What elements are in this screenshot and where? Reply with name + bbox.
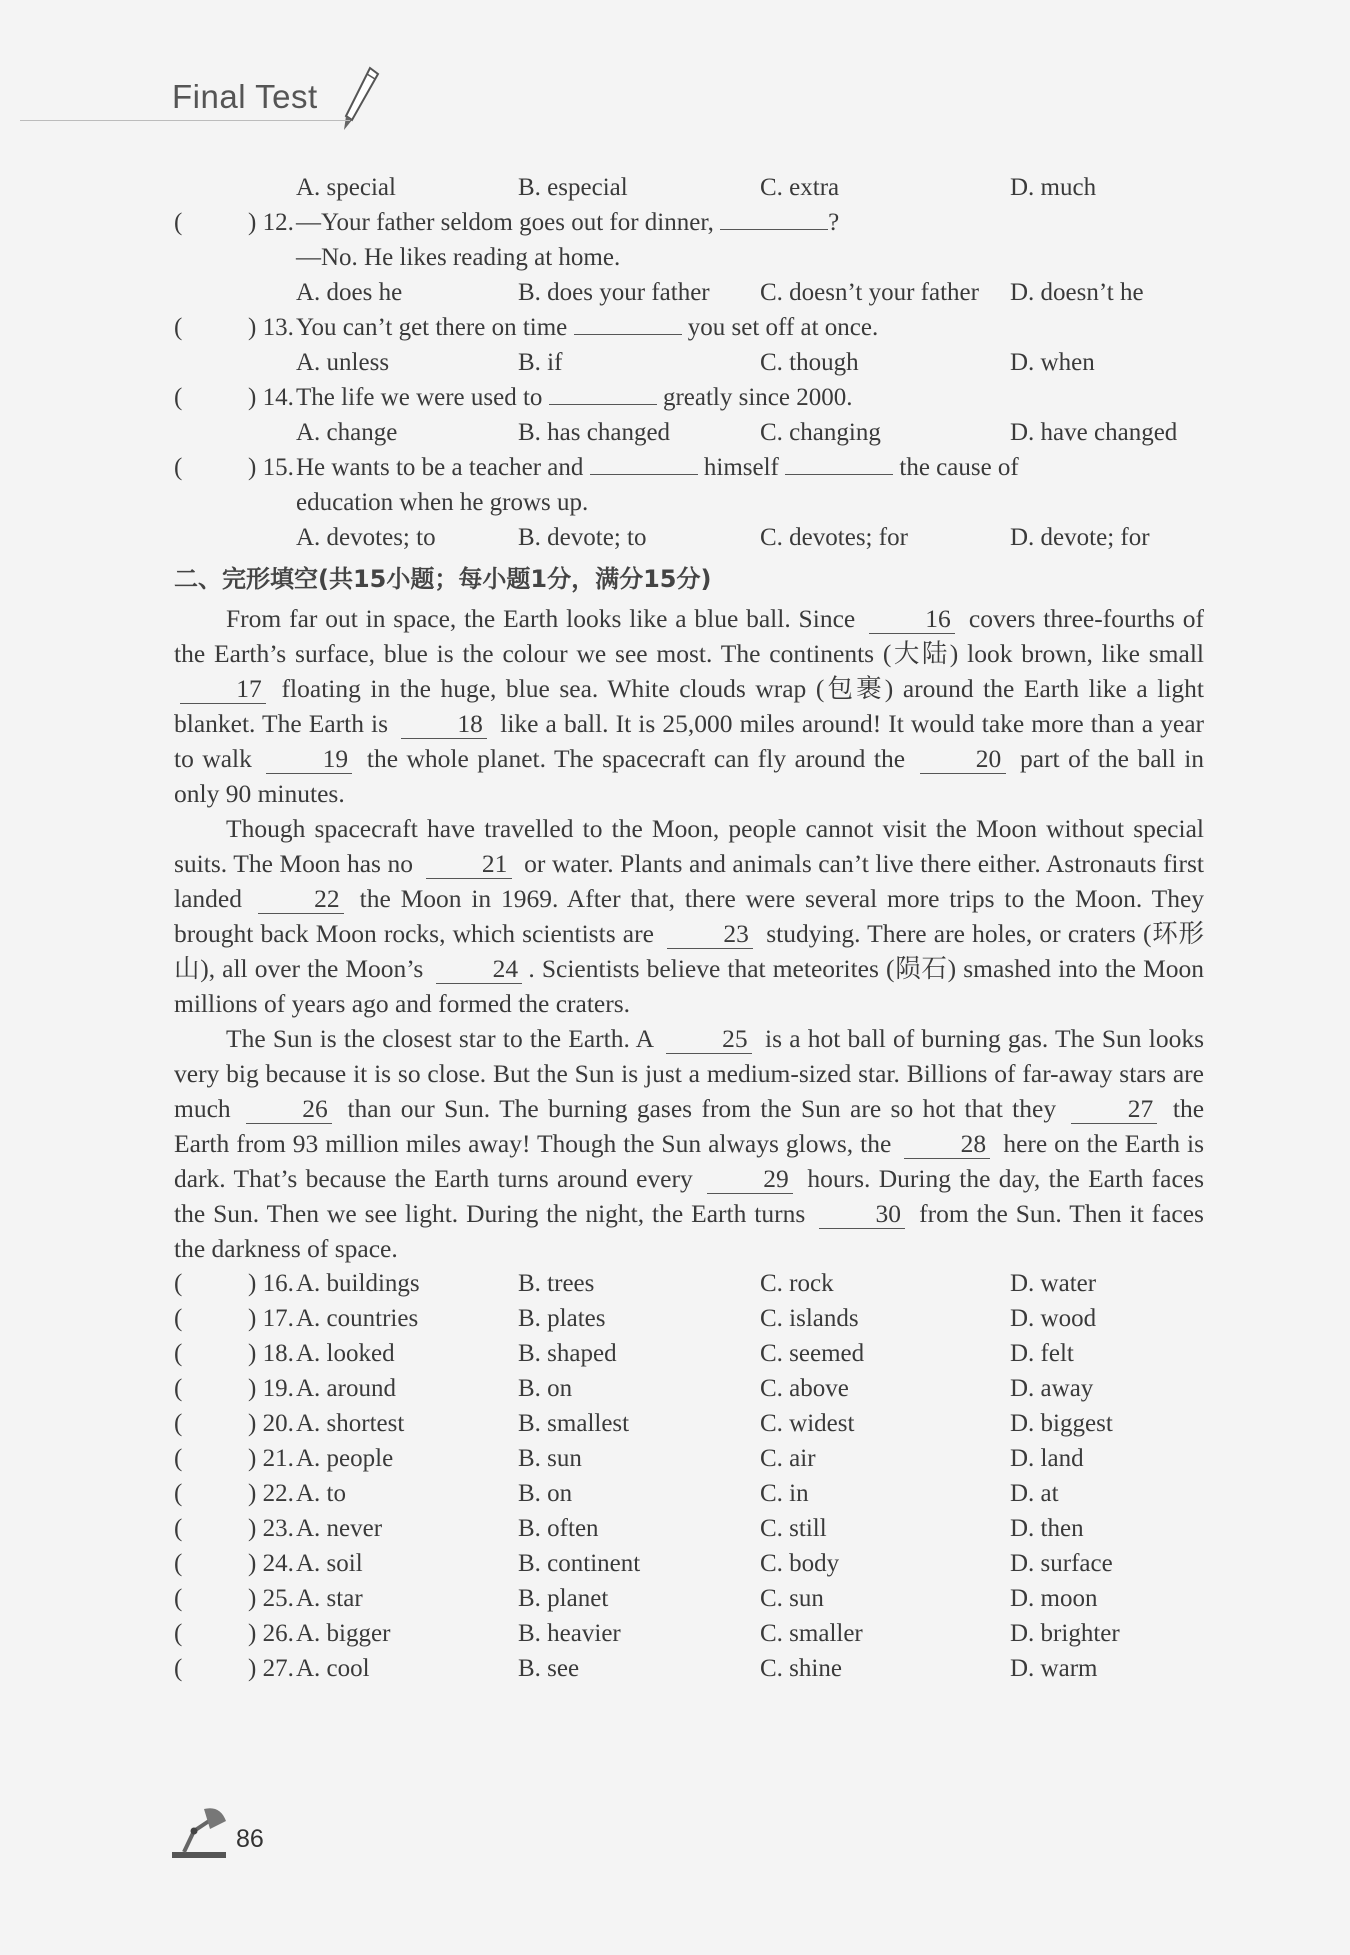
question-stem-mid: himself — [703, 454, 779, 481]
passage-text: From far out in space, the Earth looks like a blue ball. Since — [226, 604, 856, 633]
option-a: A. change — [296, 419, 398, 446]
cloze-options-list — [174, 1266, 1204, 1686]
answer-paren-open: ( — [174, 1620, 183, 1647]
option-d: D. biggest — [1010, 1410, 1113, 1437]
option-c: C. rock — [760, 1270, 834, 1297]
cloze-item-row — [174, 1266, 1204, 1301]
answer-paren-open: ( — [174, 1515, 183, 1542]
option-c: C. sun — [760, 1585, 824, 1612]
passage-text: here on the Earth is dark. That’s because the Earth turns around every — [174, 1129, 1205, 1193]
cloze-blank-27[interactable]: 27 — [1071, 1095, 1157, 1124]
cloze-blank-26[interactable]: 26 — [246, 1095, 332, 1124]
passage-text: the Moon in 1969. After that, there were several more trips to the Moon. They brought back Moon rocks, which scientists are — [174, 884, 1205, 948]
option-d: D. then — [1010, 1515, 1084, 1542]
option-a: A. people — [296, 1445, 394, 1472]
passage-text: floating in the huge, blue sea. White clouds wrap (包裹) around the Earth like a light blanket. The Earth is — [174, 674, 1204, 738]
option-d: D. away — [1010, 1375, 1094, 1402]
answer-paren-open: ( — [174, 209, 183, 236]
cloze-blank-23[interactable]: 23 — [667, 920, 753, 949]
passage-text: the Earth from 93 million miles away! Though the Sun always glows, the — [174, 1094, 1205, 1158]
option-a: A. devotes; to — [296, 524, 436, 551]
passage-text: The Sun is the closest star to the Earth. A — [226, 1024, 653, 1053]
question-text — [296, 450, 1019, 485]
q13-stem — [174, 310, 1204, 345]
option-d: D. moon — [1010, 1585, 1098, 1612]
pen-icon — [340, 66, 380, 132]
answer-paren-open: ( — [174, 1305, 183, 1332]
passage-text: hours. During the day, the Earth faces the Sun. Then we see light. During the night, the Earth turns — [174, 1164, 1205, 1228]
option-d: D. doesn’t he — [1010, 279, 1144, 306]
option-d: D. warm — [1010, 1655, 1098, 1682]
cloze-item-row — [174, 1406, 1204, 1441]
question-stem: —Your father seldom goes out for dinner, — [296, 209, 714, 236]
option-a: A. to — [296, 1480, 346, 1507]
option-c: C. islands — [760, 1305, 859, 1332]
answer-paren-open: ( — [174, 384, 183, 411]
option-d: D. felt — [1010, 1340, 1074, 1367]
passage-paragraph-1 — [174, 601, 1204, 811]
cloze-blank-25[interactable]: 25 — [666, 1025, 752, 1054]
passage-text: or water. Plants and animals can’t live there either. Astronauts first landed — [174, 849, 1205, 913]
cloze-item-row — [174, 1371, 1204, 1406]
question-text — [296, 380, 852, 415]
option-c: C. body — [760, 1550, 840, 1577]
option-d: D. surface — [1010, 1550, 1113, 1577]
cloze-blank-16[interactable]: 16 — [869, 605, 955, 634]
answer-paren-open: ( — [174, 1375, 183, 1402]
option-a: A. unless — [296, 349, 390, 376]
question-stem: You can’t get there on time — [296, 314, 568, 341]
option-b: B. trees — [518, 1270, 595, 1297]
answer-blank[interactable] — [785, 450, 893, 475]
question-number: ) 14. — [248, 384, 294, 411]
option-b: B. if — [518, 349, 563, 376]
q13-options — [174, 345, 1204, 380]
question-number: ) 19. — [248, 1375, 294, 1402]
passage-text: part of the ball in only 90 minutes. — [174, 744, 1205, 808]
option-c: C. extra — [760, 174, 840, 201]
question-stem: He wants to be a teacher and — [296, 454, 584, 481]
question-number: ) 21. — [248, 1445, 294, 1472]
header-rule — [20, 120, 350, 121]
option-d: D. wood — [1010, 1305, 1097, 1332]
option-a: A. soil — [296, 1550, 363, 1577]
question-stem-continued: education when he grows up. — [296, 489, 589, 516]
option-a: A. does he — [296, 279, 403, 306]
passage-text: covers three-fourths of the Earth’s surface, blue is the colour we see most. The continents (大陆) look brown, like small — [174, 604, 1205, 668]
option-c: C. widest — [760, 1410, 855, 1437]
q12-options — [174, 275, 1204, 310]
cloze-blank-17[interactable]: 17 — [180, 675, 266, 704]
option-b: B. often — [518, 1515, 599, 1542]
question-number: ) 16. — [248, 1270, 294, 1297]
question-stem: The life we were used to — [296, 384, 543, 411]
cloze-blank-24[interactable]: 24 — [436, 955, 522, 984]
cloze-blank-30[interactable]: 30 — [819, 1200, 905, 1229]
section-title: 二、完形填空(共15小题；每小题1分，满分15分) — [174, 565, 712, 593]
option-d: D. water — [1010, 1270, 1097, 1297]
answer-paren-open: ( — [174, 1550, 183, 1577]
option-a: A. shortest — [296, 1410, 405, 1437]
question-number: ) 20. — [248, 1410, 294, 1437]
q15-options — [174, 520, 1204, 555]
option-c: C. smaller — [760, 1620, 863, 1647]
cloze-item-row — [174, 1441, 1204, 1476]
option-d: D. devote; for — [1010, 524, 1150, 551]
answer-blank[interactable] — [590, 450, 698, 475]
question-number: ) 24. — [248, 1550, 294, 1577]
question-text — [296, 310, 878, 345]
option-d: D. when — [1010, 349, 1095, 376]
cloze-item-row — [174, 1476, 1204, 1511]
answer-paren-open: ( — [174, 1655, 183, 1682]
option-b: B. on — [518, 1480, 573, 1507]
option-a: A. star — [296, 1585, 363, 1612]
option-b: B. planet — [518, 1585, 609, 1612]
option-a: A. never — [296, 1515, 383, 1542]
option-c: C. changing — [760, 419, 881, 446]
option-d: D. brighter — [1010, 1620, 1120, 1647]
option-c: C. though — [760, 349, 859, 376]
cloze-item-row — [174, 1546, 1204, 1581]
cloze-blank-29[interactable]: 29 — [707, 1165, 793, 1194]
cloze-blank-22[interactable]: 22 — [258, 885, 344, 914]
option-c: C. still — [760, 1515, 827, 1542]
cloze-blank-28[interactable]: 28 — [904, 1130, 990, 1159]
passage-text: is a hot ball of burning gas. The Sun looks very big because it is so close. But the Sun is just a medium-sized star. Billions of far-away stars are much — [174, 1024, 1204, 1123]
option-b: B. heavier — [518, 1620, 621, 1647]
option-a: A. special — [296, 174, 396, 201]
option-a: A. around — [296, 1375, 396, 1402]
option-b: B. plates — [518, 1305, 606, 1332]
q12-stem — [174, 205, 1204, 240]
answer-blank[interactable] — [549, 380, 657, 405]
passage-text: like a ball. It is 25,000 miles around! It would take more than a year to walk — [174, 709, 1205, 773]
cloze-item-row — [174, 1336, 1204, 1371]
question-stem-end: greatly since 2000. — [662, 384, 853, 411]
question-number: ) 17. — [248, 1305, 294, 1332]
test-content — [174, 170, 1204, 1686]
option-b: B. shaped — [518, 1340, 617, 1367]
question-stem-end: you set off at once. — [687, 314, 879, 341]
option-c: C. in — [760, 1480, 809, 1507]
question-stem-end: the cause of — [899, 454, 1019, 481]
passage-paragraph-3 — [174, 1021, 1204, 1266]
question-number: ) 23. — [248, 1515, 294, 1542]
passage-text: from the Sun. Then it faces the darkness of space. — [174, 1199, 1204, 1263]
question-number: ) 22. — [248, 1480, 294, 1507]
cloze-blank-18[interactable]: 18 — [401, 710, 487, 739]
q12-line2 — [174, 240, 1204, 275]
option-d: D. at — [1010, 1480, 1059, 1507]
option-d: D. much — [1010, 174, 1097, 201]
answer-paren-open: ( — [174, 1445, 183, 1472]
option-b: B. continent — [518, 1550, 641, 1577]
option-a: A. countries — [296, 1305, 419, 1332]
answer-paren-open: ( — [174, 454, 183, 481]
q15-stem — [174, 450, 1204, 485]
option-b: B. has changed — [518, 419, 671, 446]
option-b: B. sun — [518, 1445, 582, 1472]
question-number: ) 15. — [248, 454, 294, 481]
answer-blank[interactable] — [720, 205, 828, 230]
page-number: 86 — [236, 1825, 264, 1853]
option-d: D. have changed — [1010, 419, 1178, 446]
cloze-item-row — [174, 1651, 1204, 1686]
question-text — [296, 205, 839, 240]
answer-paren-open: ( — [174, 1585, 183, 1612]
option-d: D. land — [1010, 1445, 1084, 1472]
cloze-item-row — [174, 1301, 1204, 1336]
cloze-blank-19[interactable]: 19 — [266, 745, 352, 774]
question-stem-end: ? — [828, 209, 840, 236]
option-a: A. cool — [296, 1655, 370, 1682]
answer-paren-open: ( — [174, 314, 183, 341]
option-c: C. air — [760, 1445, 816, 1472]
answer-blank[interactable] — [574, 310, 682, 335]
question-number: ) 26. — [248, 1620, 294, 1647]
passage-text: . Scientists believe that meteorites (陨石) smashed into the Moon millions of years ago and formed the craters. — [174, 954, 1205, 1018]
passage-text: Though spacecraft have travelled to the Moon, people cannot visit the Moon without special suits. The Moon has no — [174, 814, 1204, 878]
option-b: B. does your father — [518, 279, 710, 306]
passage-paragraph-2 — [174, 811, 1204, 1021]
question-reply: —No. He likes reading at home. — [296, 244, 621, 271]
answer-paren-open: ( — [174, 1270, 183, 1297]
option-b: B. see — [518, 1655, 580, 1682]
lamp-icon — [170, 1803, 228, 1859]
passage-text: the whole planet. The spacecraft can fly around the — [366, 744, 906, 773]
option-c: C. shine — [760, 1655, 842, 1682]
q14-stem — [174, 380, 1204, 415]
question-number: ) 13. — [248, 314, 294, 341]
answer-paren-open: ( — [174, 1340, 183, 1367]
cloze-blank-20[interactable]: 20 — [920, 745, 1006, 774]
question-number: ) 12. — [248, 209, 294, 236]
option-a: A. buildings — [296, 1270, 420, 1297]
q15-line2 — [174, 485, 1204, 520]
cloze-item-row — [174, 1511, 1204, 1546]
option-b: B. especial — [518, 174, 628, 201]
cloze-item-row — [174, 1616, 1204, 1651]
option-a: A. bigger — [296, 1620, 391, 1647]
answer-paren-open: ( — [174, 1480, 183, 1507]
cloze-item-row — [174, 1581, 1204, 1616]
passage-text: than our Sun. The burning gases from the Sun are so hot that they — [347, 1094, 1057, 1123]
option-c: C. devotes; for — [760, 524, 908, 551]
q11-options — [174, 170, 1204, 205]
question-number: ) 18. — [248, 1340, 294, 1367]
option-c: C. doesn’t your father — [760, 279, 979, 306]
cloze-blank-21[interactable]: 21 — [426, 850, 512, 879]
option-b: B. devote; to — [518, 524, 647, 551]
page-header-title: Final Test — [172, 78, 318, 115]
option-c: C. above — [760, 1375, 849, 1402]
q14-options — [174, 415, 1204, 450]
option-c: C. seemed — [760, 1340, 865, 1367]
question-number: ) 27. — [248, 1655, 294, 1682]
option-b: B. smallest — [518, 1410, 630, 1437]
answer-paren-open: ( — [174, 1410, 183, 1437]
passage-text: studying. There are holes, or craters (环形山), all over the Moon’s — [174, 919, 1205, 983]
option-b: B. on — [518, 1375, 573, 1402]
option-a: A. looked — [296, 1340, 395, 1367]
question-number: ) 25. — [248, 1585, 294, 1612]
